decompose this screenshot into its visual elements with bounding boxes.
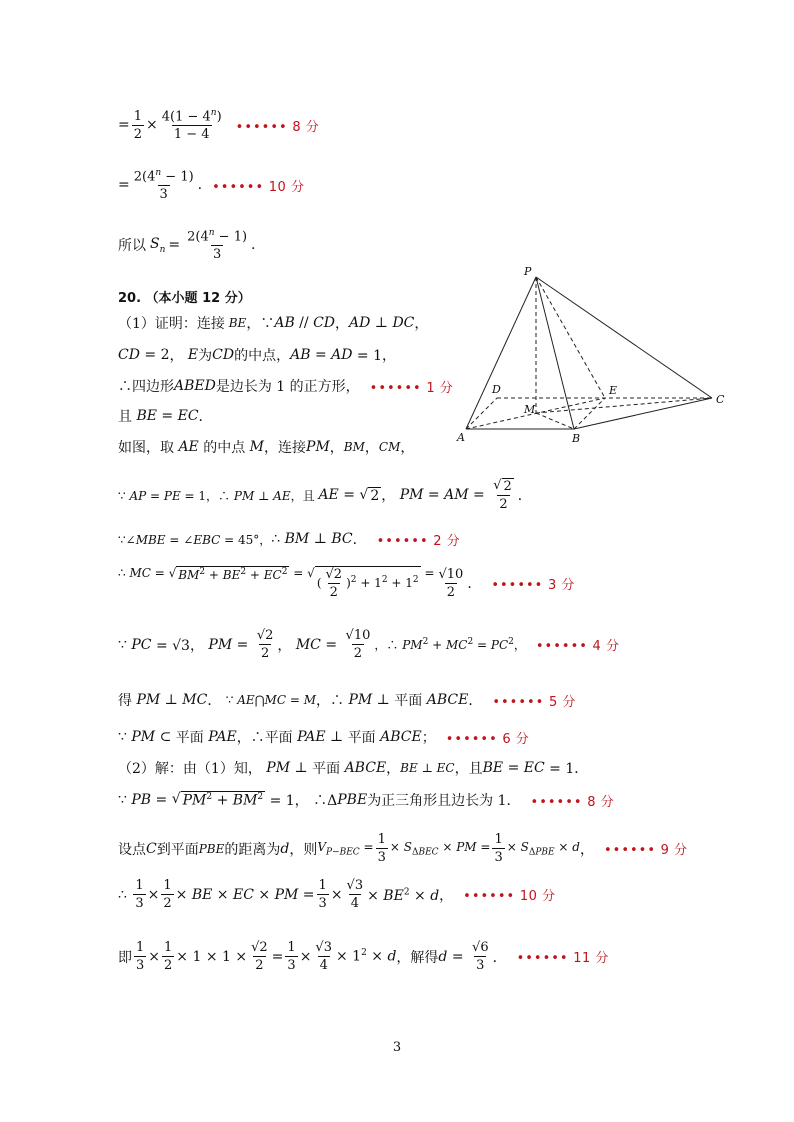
edge-AE: [466, 398, 605, 429]
proof-line-3: ∴四边形 ABED 是边长为 1 的正方形， •••••• 1 分: [118, 378, 454, 396]
score-mark: •••••• 5 分: [492, 694, 576, 710]
label-P: P: [524, 265, 532, 278]
edge-BE: [574, 398, 605, 429]
score-mark: •••••• 2 分: [376, 533, 461, 549]
edge-AD: [466, 398, 497, 429]
label-B: B: [572, 432, 581, 445]
label-D: D: [492, 383, 501, 396]
proof-line-1: （1）证明：连接 BE ，∵ AB // CD ， AD ⊥ DC ，: [118, 315, 429, 332]
proof-line-6: ∵ AP = PE = 1，∴ PM ⊥ AE，且 AE = √ 2 ， PM = AM = √ 2 2 ．: [118, 478, 532, 512]
formula-line-1: = $\frac{1}{2}$ × $\frac{4(1 - 4^n)}{1 - 4}$ •••••• 8 分: [118, 108, 320, 143]
score-mark: •••••• 6 分: [445, 731, 530, 747]
score-mark: •••••• 11 分: [516, 951, 609, 966]
edge-PC: [536, 277, 712, 398]
page-number: 3: [392, 1040, 402, 1055]
score-mark: •••••• 9 分: [603, 843, 688, 858]
proof-line-12: （2）解：由（1）知， PM ⊥ 平面 ABCE ， BE ⊥ EC ，且 BE = EC = 1．: [118, 760, 589, 777]
label-M: M: [524, 403, 536, 416]
score-mark: •••••• 10 分: [212, 179, 305, 195]
question-title: 20. （本小题 12 分）: [118, 291, 251, 306]
proof-line-2: CD = 2 ， E 为 CD 的中点， AB = AD = 1，: [118, 347, 397, 364]
score-mark: •••••• 10 分: [463, 889, 556, 904]
proof-line-4: 且 BE = EC ．: [118, 408, 213, 425]
proof-line-5: 如图，取 AE 的中点 M ，连接 PM ， BM ， CM ，: [118, 439, 415, 456]
proof-line-8: ∴ MC = √ $BM^2 + BE^2 + EC^2$ = √ ( $\frac{√2}{2}$ )$^2 + 1^2 + 1^2$ = $\frac{√10}{2}$ ． •••••• 3 分: [118, 566, 575, 600]
proof-line-13: ∵ PB = √ $PM^2 + BM^2$ = 1， ∴Δ PBE 为正三角形且边长为 1． •••••• 8 分: [118, 791, 615, 810]
score-mark: •••••• 1 分: [369, 380, 454, 396]
edge-PE: [536, 277, 605, 398]
label-E: E: [609, 384, 618, 397]
proof-line-11: ∵ PM ⊂ 平面 PAE ，∴平面 PAE ⊥ 平面 ABCE ； •••••• 6 分: [118, 729, 530, 747]
label-C: C: [716, 393, 725, 406]
proof-line-7: ∵∠MBE = ∠EBC = 45°， ∴ BM ⊥ BC ． •••••• 2 分: [118, 531, 461, 549]
score-mark: •••••• 3 分: [491, 577, 575, 593]
proof-line-9: ∵ PC = √3， PM = $\frac{√2}{2}$ ， MC = $\frac{√10}{2}$ ，∴ $PM^2 + MC^2 = PC^2$， •••••• 4 分: [118, 628, 620, 661]
proof-line-15: ∴ $\frac{1}{3}$ × $\frac{1}{2}$ × BE × EC × PM = $\frac{1}{3}$ × $\frac{√3}{4}$ × $BE^2 \times d$， •••••• 10 分: [118, 878, 556, 911]
edge-MB: [536, 413, 574, 429]
edge-BC: [574, 398, 712, 429]
score-mark: •••••• 8 分: [530, 794, 615, 810]
formula-line-3: 所以 $S_n$ = $\frac{2(4^n - 1)}{3}$ .: [118, 228, 256, 263]
edge-MC: [536, 398, 712, 413]
proof-line-14: 设点 C 到平面 PBE 的距离为 d ，则 $V_{P-BEC}$ = $\frac{1}{3}$ × $S_{\Delta BEC}$ × PM = $\frac{1}{3}$ × $S_{\Delta PBE} \times d$ ， •••••• 9 分: [118, 832, 688, 865]
score-mark: •••••• 4 分: [535, 639, 620, 654]
label-A: A: [457, 431, 465, 444]
proof-line-10: 得 PM ⊥ MC ． ∵ AE⋂MC = M ，∴ PM ⊥ 平面 ABCE ． •••••• 5 分: [118, 692, 576, 710]
formula-line-2: = $\frac{2(4^n - 1)}{3}$ . •••••• 10 分: [118, 168, 305, 203]
pyramid-figure: [452, 263, 742, 448]
proof-line-16: 即 $\frac{1}{3}$ × $\frac{1}{2}$ × 1 × 1 × $\frac{√2}{2}$ = $\frac{1}{3}$ × $\frac{√3}{4}$ × $1^2 \times d$ ，解得 d = $\frac{√6}{3}$ ． •••••• 11 分: [118, 940, 609, 973]
score-mark: •••••• 8 分: [235, 119, 320, 135]
